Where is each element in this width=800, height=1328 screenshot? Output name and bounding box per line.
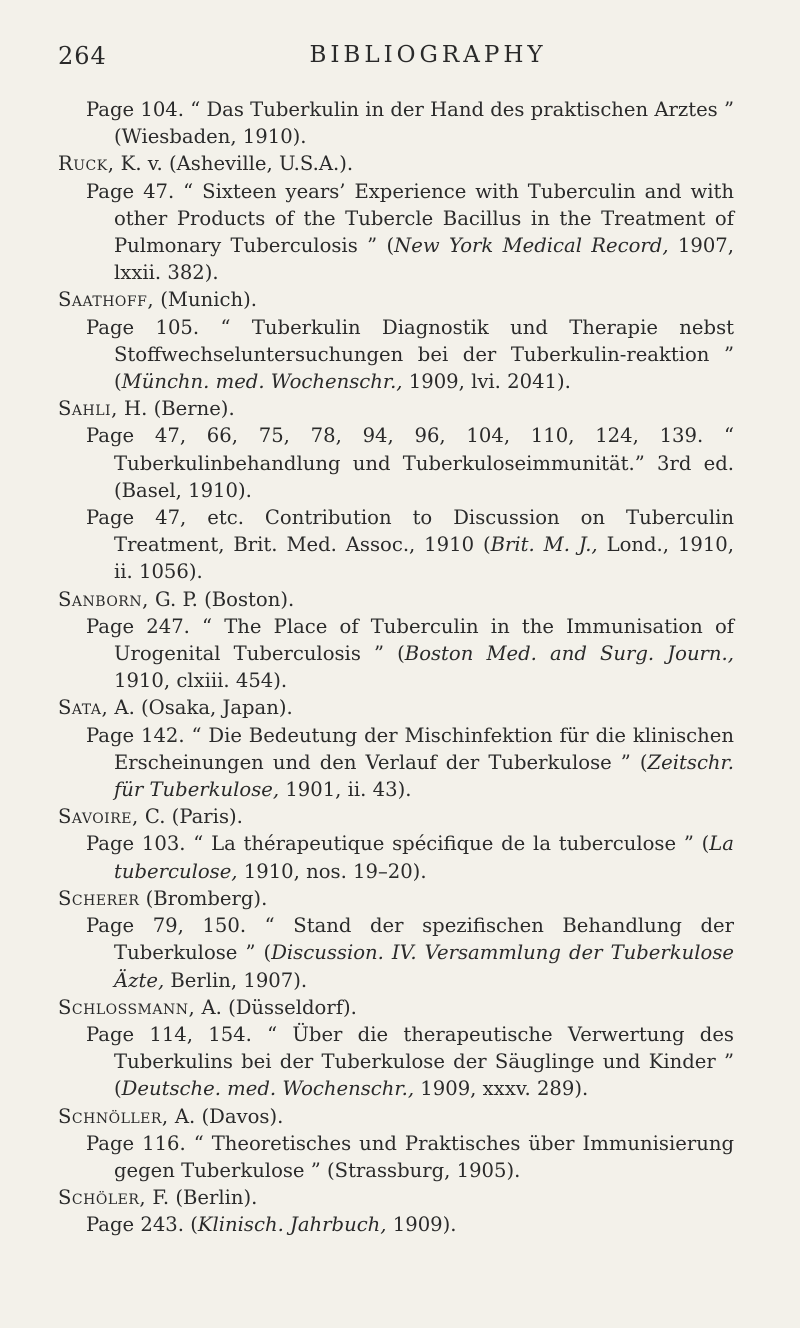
bibliography-entry (58, 885, 734, 994)
author-surname: Scherer (58, 886, 140, 910)
author-surname: Sanborn, (58, 587, 149, 611)
bibliography-list (58, 96, 734, 1239)
reference-text: Page 103. “ La thérapeutique spécifique de la tuberculose ” ( (86, 832, 710, 856)
journal-title: La tuberculose, (114, 832, 734, 883)
author-surname: Schlossmann, (58, 995, 196, 1019)
reference-text: Page 47, etc. Contribution to Discussion on Tuberculin Treatment, Brit. Med. Assoc., 1910 ( (86, 506, 734, 557)
page-number: 264 (58, 42, 107, 70)
author-line (58, 694, 734, 721)
author-line (58, 994, 734, 1021)
reference-text: Page 243. ( (86, 1213, 198, 1237)
author-details: A. (Osaka, Japan). (108, 696, 293, 720)
journal-title: Zeitschr. für Tuberkulose, (114, 750, 734, 802)
reference-citation: 1909). (386, 1213, 457, 1237)
author-details: F. (Berlin). (146, 1186, 258, 1210)
reference-line (86, 830, 734, 884)
reference-citation: 1909, xxxv. 289). (414, 1077, 589, 1101)
author-details: K. v. (Asheville, U.S.A.). (114, 152, 354, 176)
author-details: G. P. (Boston). (148, 587, 295, 611)
reference-line (86, 613, 734, 695)
author-details: A. (Davos). (168, 1104, 284, 1128)
author-line (58, 586, 734, 613)
bibliography-entry (58, 150, 734, 286)
reference-line (86, 504, 734, 586)
author-surname: Schöler, (58, 1186, 147, 1210)
author-line (58, 1184, 734, 1211)
reference-text: Page 47. “ Sixteen years’ Experience with Tuberculin and with other Products of the Tubercle Bacillus in the Treatment of Pulmonary Tuberculosis ” ( (86, 179, 734, 258)
journal-title: Discussion. IV. Versammlung der Tuberkulose Äzte, (114, 941, 734, 992)
reference-citation: 1901, ii. 43). (279, 778, 412, 802)
reference-text: Page 142. “ Die Bedeutung der Mischinfektion für die klinischen Erscheinungen und den Verlauf der Tuberkulose ” ( (86, 723, 734, 774)
reference-citation: Berlin, 1907). (164, 968, 308, 992)
journal-title: Boston Med. and Surg. Journ., (404, 642, 735, 666)
reference-line (86, 96, 734, 150)
reference-line (86, 422, 734, 504)
reference-citation: 1910, nos. 19–20). (237, 859, 427, 883)
author-line (58, 150, 734, 177)
author-details: C. (Paris). (138, 805, 243, 829)
reference-line (86, 314, 734, 396)
reference-citation: 1910, clxiii. 454). (114, 669, 288, 693)
bibliography-entry (58, 586, 734, 695)
author-surname: Ruck, (58, 152, 115, 176)
author-surname: Savoire, (58, 805, 139, 829)
reference-citation: 1909, lvi. 2041). (402, 370, 571, 394)
journal-title: Brit. M. J., (490, 533, 598, 557)
journal-title: Klinisch. Jahrbuch, (197, 1213, 387, 1237)
reference-text: Page 47, 66, 75, 78, 94, 96, 104, 110, 124, 139. “ Tuberkulinbehandlung und Tuberkuloseimmunität.” 3rd ed. (Basel, 1910). (86, 424, 734, 502)
author-line (58, 395, 734, 422)
journal-title: Deutsche. med. Wochenschr., (121, 1077, 415, 1101)
journal-title: Münchn. med. Wochenschr., (121, 370, 403, 394)
bibliography-entry (58, 395, 734, 585)
author-line (58, 885, 734, 912)
journal-title: New York Medical Record, (394, 234, 669, 258)
author-surname: Saathoff, (58, 288, 155, 312)
reference-line (86, 1021, 734, 1103)
reference-text: Page 114, 154. “ Über die therapeutische Verwertung des Tuberkulins bei der Tuberkulose der Säuglinge und Kinder ” ( (86, 1022, 734, 1101)
bibliography-entry (58, 96, 734, 150)
author-details: H. (Berne). (117, 397, 235, 421)
reference-text: Page 105. “ Tuberkulin Diagnostik und Therapie nebst Stoffwechseluntersuchungen bei der Tuberkulin-reaktion ” ( (86, 315, 734, 394)
author-details: (Bromberg). (139, 886, 268, 910)
bibliography-entry (58, 1103, 734, 1185)
reference-line (86, 178, 734, 287)
reference-line (86, 1211, 734, 1238)
author-details: (Munich). (154, 288, 257, 312)
author-surname: Sahli, (58, 397, 118, 421)
bibliography-entry (58, 994, 734, 1103)
reference-citation: Lond., 1910, ii. 1056). (114, 533, 735, 584)
author-line (58, 803, 734, 830)
author-line (58, 1103, 734, 1130)
reference-line (86, 912, 734, 994)
reference-text: Page 104. “ Das Tuberkulin in der Hand des praktischen Arztes ” (Wiesbaden, 1910). (86, 98, 734, 149)
reference-line (86, 1130, 734, 1184)
page-header (58, 42, 758, 82)
reference-citation: 1907, lxxii. 382). (114, 234, 734, 285)
reference-text: Page 116. “ Theoretisches und Praktisches über Immunisierung gegen Tuberkulose ” (Strassburg, 1905). (86, 1131, 734, 1182)
running-head: BIBLIOGRAPHY (309, 42, 547, 68)
reference-text: Page 79, 150. “ Stand der spezifischen Behandlung der Tuberkulose ” ( (86, 914, 734, 965)
bibliography-entry (58, 803, 734, 885)
bibliography-entry (58, 1184, 734, 1238)
author-surname: Schnöller, (58, 1104, 169, 1128)
bibliography-entry (58, 286, 734, 395)
author-line (58, 286, 734, 313)
author-details: A. (Düsseldorf). (195, 995, 357, 1019)
author-surname: Sata, (58, 696, 109, 720)
bibliography-entry (58, 694, 734, 803)
reference-line (86, 722, 734, 804)
reference-text: Page 247. “ The Place of Tuberculin in the Immunisation of Urogenital Tuberculosis ” ( (86, 614, 734, 666)
